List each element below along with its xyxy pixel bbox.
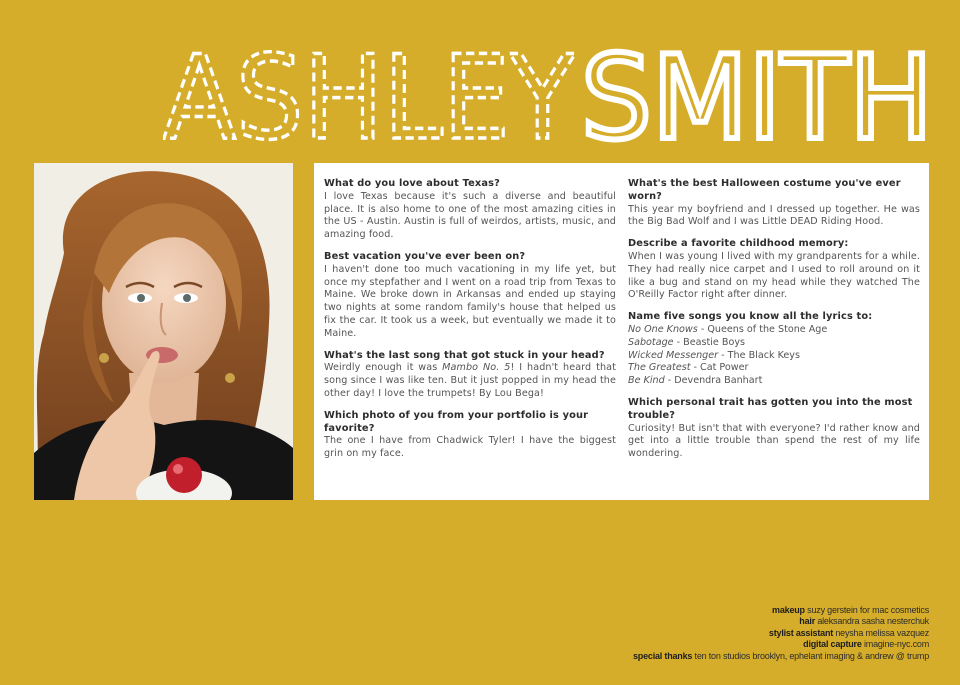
answer: I haven't done too much vacationing in my life yet, but once my stepfather and I went on a road trip from Texas to Maine. We broke down in Arkansas and ended up staying two nights at some random family's house that helped us fix the car. It took us a week, but eventually we made it to Maine. xyxy=(324,263,616,339)
credit-name: ten ton studios brooklyn, ephelant imaging & andrew @ trump xyxy=(692,650,929,661)
question: Best vacation you've ever been on? xyxy=(324,250,526,262)
qa-item-halloween xyxy=(628,178,920,229)
answer: This year my boyfriend and I dressed up together. He was the Big Bad Wolf and I was Little DEAD Riding Hood. xyxy=(628,203,920,228)
credit-name: aleksandra sasha nesterchuk xyxy=(815,616,929,627)
qa-item-five-songs xyxy=(628,311,920,388)
qa-item-trouble-trait xyxy=(628,397,920,461)
credit-role: makeup xyxy=(772,605,805,615)
song-list-item xyxy=(628,375,920,388)
song-title: The Greatest xyxy=(628,362,691,374)
interview-column-left xyxy=(324,178,616,500)
song-title: Wicked Messenger xyxy=(628,349,719,361)
song-title: Mambo No. 5 xyxy=(442,362,511,374)
qa-item-vacation xyxy=(324,251,616,341)
song-title: No One Knows xyxy=(628,323,698,335)
credits-block xyxy=(633,605,929,662)
song-list-item xyxy=(628,337,920,350)
credit-line xyxy=(633,639,929,650)
song-artist: - Devendra Banhart xyxy=(664,375,763,387)
song-list-item xyxy=(628,362,920,375)
answer xyxy=(324,362,616,400)
credit-line xyxy=(633,651,929,662)
answer: Curiosity! But isn't that with everyone? I'd rather know and get into a little trouble than spend the rest of my life wondering. xyxy=(628,422,920,460)
song-artist: - Queens of the Stone Age xyxy=(697,323,828,335)
answer-text: ! I hadn't heard that song since I was like ten. But it just popped in my head the other day! I love the trumpets! By Lou Bega! xyxy=(324,362,616,399)
question: Which photo of you from your portfolio is your favorite? xyxy=(324,409,589,434)
question: Name five songs you know all the lyrics to: xyxy=(628,311,873,323)
credit-role: digital capture xyxy=(803,639,862,650)
interview-panel xyxy=(314,163,929,500)
credit-line xyxy=(633,628,929,639)
credit-name: neysha melissa vazquez xyxy=(833,627,929,638)
answer-text: Weirdly enough it was xyxy=(324,362,443,374)
qa-item-favorite-photo xyxy=(324,410,616,461)
credit-role: special thanks xyxy=(632,650,693,661)
song-artist: - Beastie Boys xyxy=(673,336,745,348)
question: What's the last song that got stuck in your head? xyxy=(324,349,605,361)
song-list-item xyxy=(628,324,920,337)
credit-role: hair xyxy=(799,616,816,627)
page-title xyxy=(163,40,943,152)
song-list-item xyxy=(628,350,920,363)
answer: I love Texas because it's such a diverse and beautiful place. It is also home to one of the most amazing cities in the US - Austin. Austin is full of weirdos, artists, music, and amazing food. xyxy=(324,190,616,241)
question: What do you love about Texas? xyxy=(324,178,500,189)
question: Which personal trait has gotten you into the most trouble? xyxy=(628,396,913,421)
credit-line xyxy=(633,616,929,627)
qa-item-texas xyxy=(324,178,616,242)
title-first-name: ASHLEY xyxy=(163,40,577,152)
question: What's the best Halloween costume you've ever worn? xyxy=(628,178,901,202)
credit-role: stylist assistant xyxy=(768,627,834,638)
qa-item-stuck-song xyxy=(324,350,616,401)
credit-name: imagine-nyc.com xyxy=(861,639,929,650)
song-artist: - Cat Power xyxy=(690,362,749,374)
song-title: Be Kind xyxy=(628,375,665,387)
interview-column-right xyxy=(628,178,920,500)
portrait-photo xyxy=(34,163,293,500)
question: Describe a favorite childhood memory: xyxy=(628,238,849,250)
song-title: Sabotage xyxy=(628,336,674,348)
credit-name: suzy gerstein for mac cosmetics xyxy=(804,605,929,615)
credit-line xyxy=(633,605,929,616)
answer: The one I have from Chadwick Tyler! I have the biggest grin on my face. xyxy=(324,435,616,460)
qa-item-childhood xyxy=(628,238,920,302)
title-last-name: SMITH xyxy=(581,40,933,152)
song-artist: - The Black Keys xyxy=(718,349,800,361)
answer: When I was young I lived with my grandparents for a while. They had really nice carpet and I used to roll around on it like a bug and stand on my head while they watched The O'Reilly Factor right after dinner. xyxy=(628,250,920,301)
